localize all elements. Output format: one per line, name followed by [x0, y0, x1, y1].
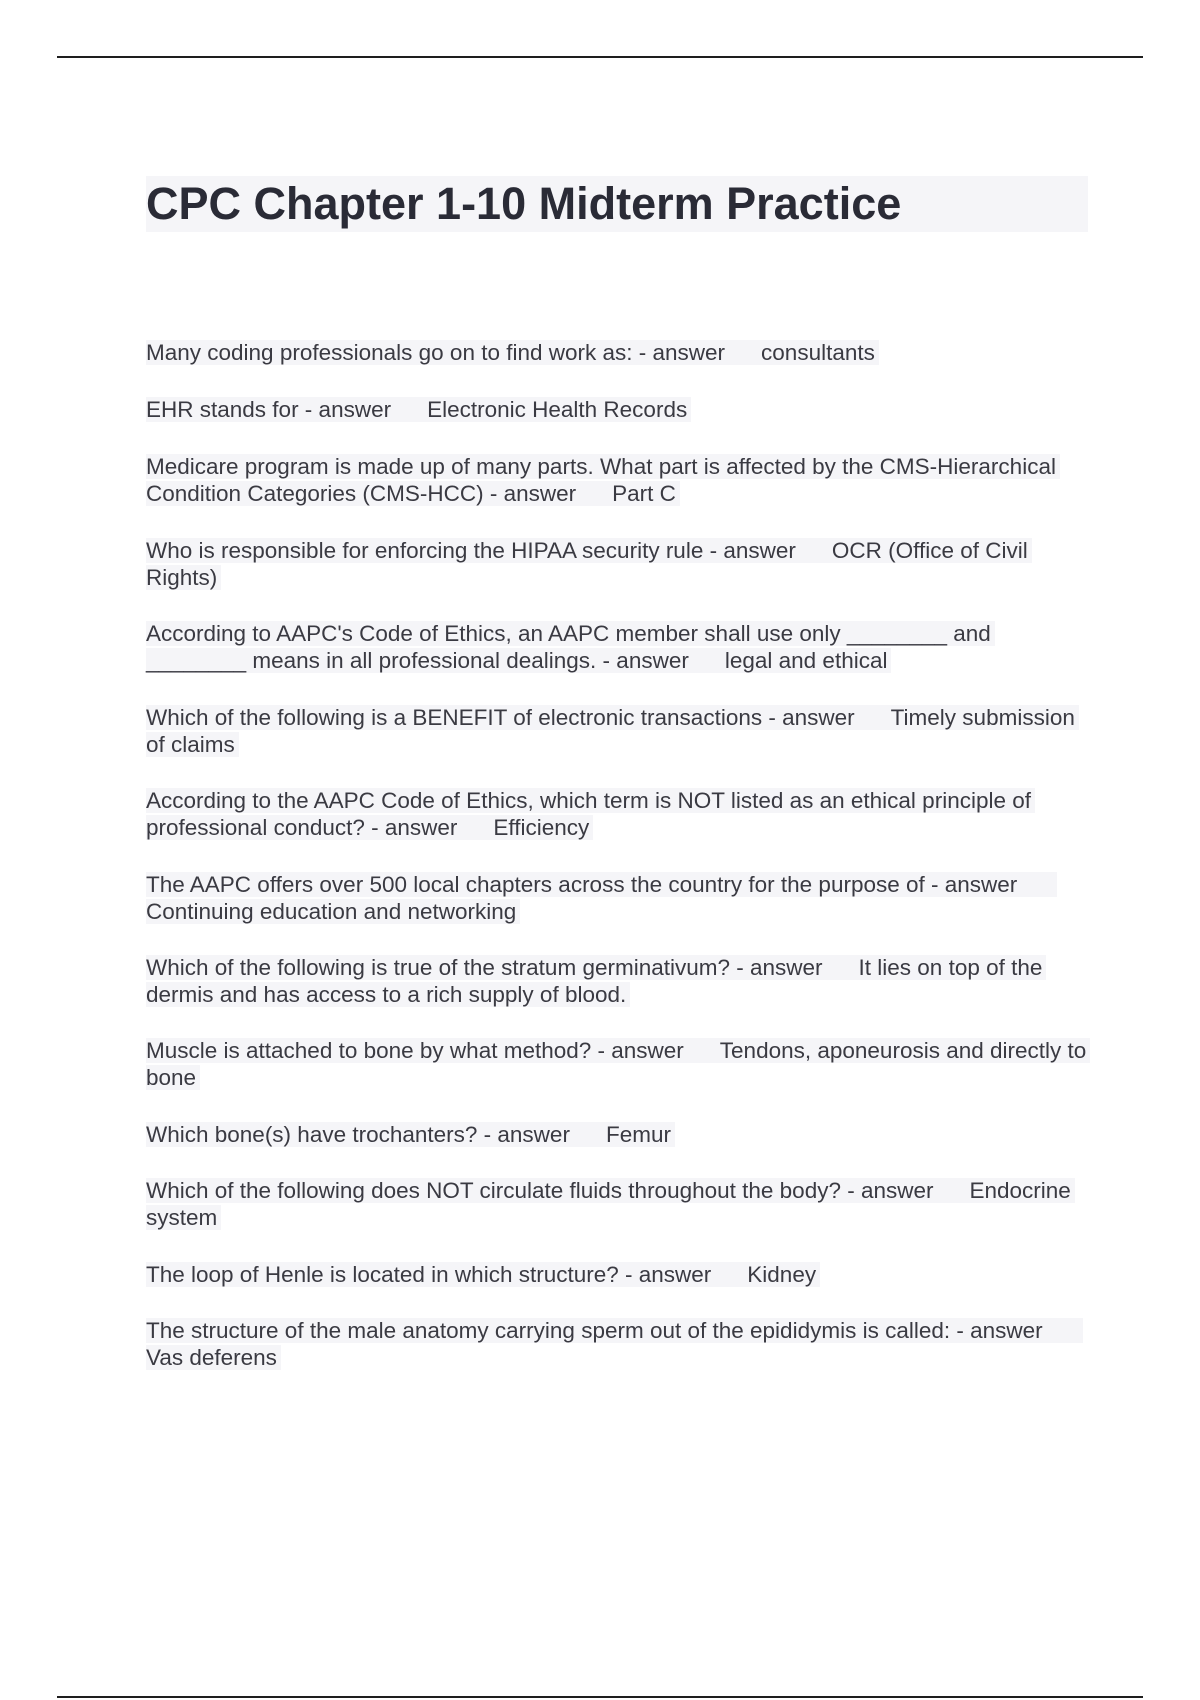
- question-text: The structure of the male anatomy carrying sperm out of the epididymis is called: - answer: [146, 1318, 1043, 1343]
- question-text: Who is responsible for enforcing the HIPAA security rule - answer: [146, 538, 796, 563]
- qa-item: [146, 1177, 1096, 1231]
- answer-text: Part C: [612, 481, 676, 506]
- question-text: Which bone(s) have trochanters? - answer: [146, 1122, 570, 1147]
- answer-text: legal and ethical: [724, 648, 888, 673]
- answer-text: consultants: [761, 340, 875, 365]
- qa-item: [146, 1037, 1096, 1091]
- answer-text: Femur: [605, 1122, 671, 1147]
- answer-text: Endocrine system: [146, 1178, 1071, 1230]
- answer-text: Vas deferens: [146, 1345, 277, 1370]
- qa-item: [146, 620, 1096, 674]
- question-text: Which of the following is true of the stratum germinativum? - answer: [146, 955, 823, 980]
- qa-item: [146, 1317, 1096, 1371]
- answer-text: OCR (Office of Civil Rights): [146, 538, 1028, 590]
- qa-item: [146, 787, 1096, 841]
- question-text: The AAPC offers over 500 local chapters across the country for the purpose of - answer: [146, 872, 1018, 897]
- page-title: CPC Chapter 1-10 Midterm Practice: [146, 176, 1088, 232]
- answer-text: Kidney: [747, 1262, 817, 1287]
- answer-text: Timely submission of claims: [146, 705, 1075, 757]
- qa-item: [146, 453, 1096, 507]
- qa-item: [146, 954, 1096, 1008]
- question-text: According to AAPC's Code of Ethics, an AAPC member shall use only ________ and ________ means in all professional dealings. - answer: [146, 621, 991, 673]
- qa-item: [146, 537, 1096, 591]
- qa-item: [146, 1121, 1096, 1148]
- question-text: Medicare program is made up of many parts. What part is affected by the CMS-Hierarchical Condition Categories (CMS-HCC) - answer: [146, 454, 1056, 506]
- qa-item: [146, 396, 1096, 423]
- question-text: The loop of Henle is located in which structure? - answer: [146, 1262, 712, 1287]
- question-text: According to the AAPC Code of Ethics, which term is NOT listed as an ethical principle of professional conduct? - answer: [146, 788, 1031, 840]
- question-text: Which of the following does NOT circulate fluids throughout the body? - answer: [146, 1178, 934, 1203]
- answer-text: Continuing education and networking: [146, 899, 517, 924]
- answer-text: Tendons, aponeurosis and directly to bone: [146, 1038, 1087, 1090]
- qa-item: [146, 871, 1096, 925]
- question-text: Muscle is attached to bone by what method? - answer: [146, 1038, 684, 1063]
- qa-item: [146, 1261, 1096, 1288]
- question-list: [146, 339, 1096, 1371]
- question-text: EHR stands for - answer: [146, 397, 392, 422]
- top-rule: [57, 56, 1143, 58]
- answer-text: It lies on top of the dermis and has access to a rich supply of blood.: [146, 955, 1043, 1007]
- qa-item: [146, 339, 1096, 366]
- bottom-rule: [57, 1696, 1143, 1698]
- answer-text: Efficiency: [493, 815, 590, 840]
- question-text: Which of the following is a BENEFIT of electronic transactions - answer: [146, 705, 855, 730]
- qa-item: [146, 704, 1096, 758]
- answer-text: Electronic Health Records: [427, 397, 688, 422]
- question-text: Many coding professionals go on to find work as: - answer: [146, 340, 726, 365]
